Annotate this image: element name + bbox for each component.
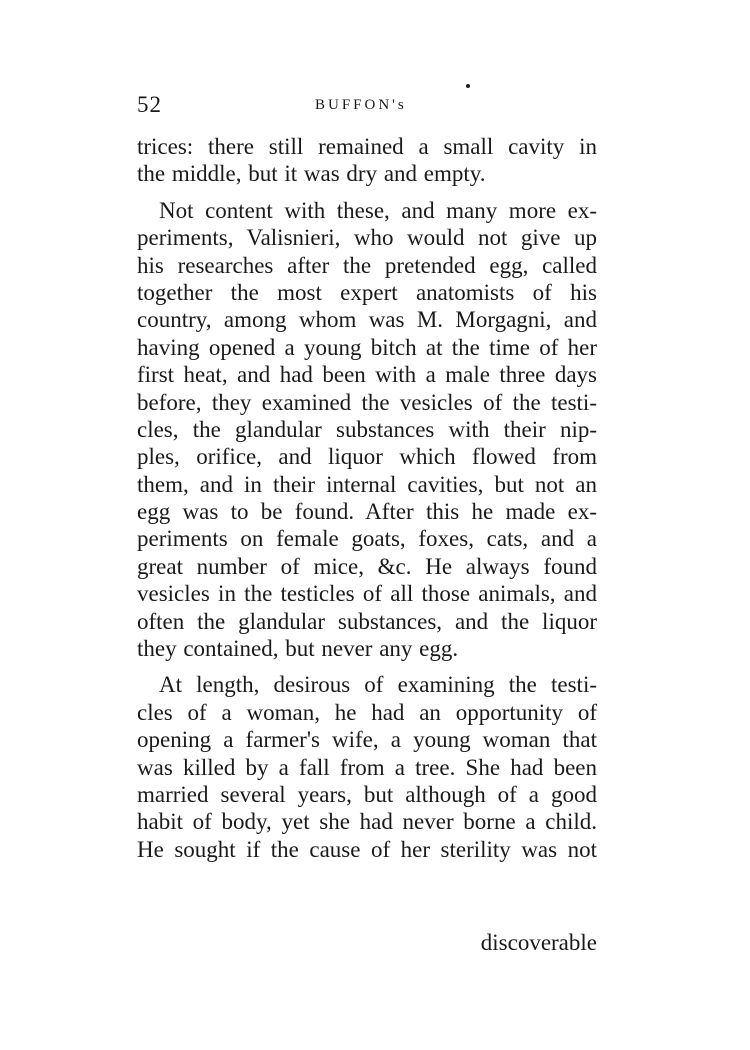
text-line: they contained, but never any egg. [137, 636, 459, 662]
text-line: them, and in their internal cavities, but not an [137, 471, 597, 497]
ink-speck [466, 84, 470, 88]
text-line: ples, orifice, and liquor which flowed from [137, 444, 597, 470]
running-title: BUFFON's [315, 97, 407, 113]
catchword: discoverable [480, 930, 597, 955]
text-line: periments on female goats, foxes, cats, and a [137, 526, 597, 552]
text-line: his researches after the pretended egg, called [137, 252, 597, 278]
text-line: together the most expert anatomists of his [137, 279, 597, 305]
text-line: cles, the glandular substances with their nip- [137, 416, 597, 442]
text-line: trices: there still remained a small cavity in [137, 134, 597, 159]
body-text [137, 133, 597, 863]
text-line: country, among whom was M. Morgagni, and [137, 307, 597, 333]
text-line: having opened a young bitch at the time of her [137, 334, 597, 360]
text-line: often the glandular substances, and the liquor [137, 608, 597, 634]
page-number: 52 [137, 92, 162, 117]
text-line: Not content with these, and many more ex- [159, 197, 597, 223]
running-head [137, 92, 597, 122]
text-line: opening a farmer's wife, a young woman that [137, 727, 597, 753]
text-line: was killed by a fall from a tree. She had been [137, 754, 597, 780]
text-line: cles of a woman, he had an opportunity of [137, 699, 597, 725]
text-line: vesicles in the testicles of all those animals, and [137, 581, 597, 607]
text-line: periments, Valisnieri, who would not give up [137, 225, 597, 251]
text-line: the middle, but it was dry and empty. [137, 161, 486, 187]
text-line: He sought if the cause of her sterility was not [137, 836, 597, 862]
text-line: first heat, and had been with a male three days [137, 362, 597, 388]
text-line: great number of mice, &c. He always found [137, 553, 597, 579]
text-line: married several years, but although of a good [137, 781, 597, 807]
text-line: At length, desirous of examining the testi- [159, 672, 597, 698]
text-line: egg was to be found. After this he made ex- [137, 499, 597, 525]
text-line: habit of body, yet she had never borne a child. [137, 809, 597, 835]
text-line: before, they examined the vesicles of the testi- [137, 389, 597, 415]
